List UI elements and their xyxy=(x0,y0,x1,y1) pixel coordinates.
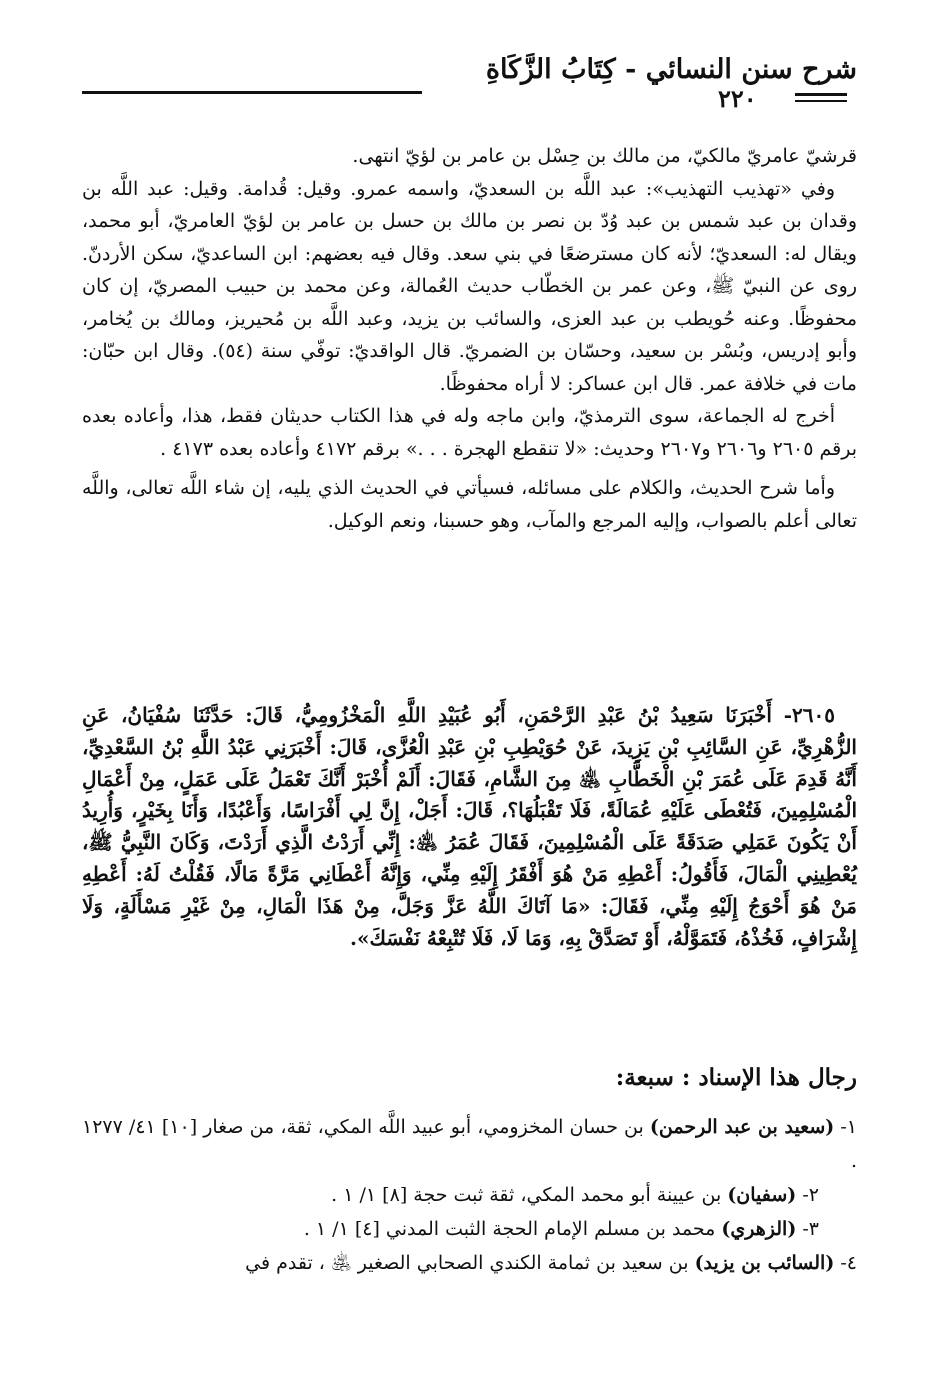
header-rule xyxy=(82,91,422,94)
narrator-details: بن عيينة أبو محمد المكي، ثقة ثبت حجة [٨] ١/ ١ . xyxy=(331,1184,728,1206)
section-heading: رجال هذا الإسناد : سبعة: xyxy=(615,1064,857,1091)
narrator-name: (سعيد بن عبد الرحمن) xyxy=(649,1116,835,1138)
commentary-text xyxy=(82,140,857,537)
narrator-name: (الزهري) xyxy=(721,1218,797,1240)
page-number-rule-bottom xyxy=(795,100,847,102)
narrator-details: بن سعيد بن ثمامة الكندي الصحابي الصغير ﵁ ، تقدم في xyxy=(245,1252,695,1274)
commentary-paragraph: وفي «تهذيب التهذيب»: عبد اللَّه بن السعديّ، واسمه عمرو. وقيل: قُدامة. وقيل: عبد اللَّه بن وقدان بن عبد شمس بن عبد وُدّ بن نصر بن مالك بن حسل بن عامر بن لؤيّ العامريّ، أبو محمد، ويقال له: السعديّ؛ لأنه كان مسترضعًا في بني سعد. وقال فيه بعضهم: ابن الساعديّ، سكن الأردنّ. روى عن النبيّ ﷺ، وعن عمر بن الخطّاب حديث العُمالة، وعن محمد بن حبيب المصريّ، إن كان محفوظًا. وعنه حُويطب بن عبد العزى، والسائب بن يزيد، وعبد اللَّه بن مُحيريز، ومالك بن يُخامر، وأبو إدريس، وبُسْر بن سعيد، وحسّان بن الضمريّ. قال الواقديّ: توفّي سنة (٥٤). وقال ابن حبّان: مات في خلافة عمر. قال ابن عساكر: لا أراه محفوظًا. xyxy=(82,177,857,395)
narrator-details: محمد بن مسلم الإمام الحجة الثبت المدني [٤] ١/ ١ . xyxy=(303,1218,722,1240)
running-header-title: شرح سنن النسائي - كِتَابُ الزَّكَاةِ xyxy=(485,54,857,85)
commentary-paragraph: وأما شرح الحديث، والكلام على مسائله، فسيأتي في الحديث الذي يليه، إن شاء اللَّه تعالى، واللَّه تعالى أعلم بالصواب، وإليه المرجع والمآب، وهو حسبنا، ونعم الوكيل. xyxy=(82,477,857,532)
narrator-details: بن حسان المخزومي، أبو عبيد اللَّه المكي، ثقة، من صغار [١٠] ٤١/ ١٢٧٧ . xyxy=(82,1116,857,1172)
narrator-number: ١- xyxy=(834,1116,858,1138)
narrator-number: ٤- xyxy=(834,1252,857,1274)
commentary-paragraph: أخرج له الجماعة، سوى الترمذيّ، وابن ماجه وله في هذا الكتاب حديثان فقط، هذا، وأعاده بعده برقم ٢٦٠٥ و٢٦٠٦ و٢٦٠٧ وحديث: «لا تنقطع الهجرة . . .» برقم ٤١٧٢ وأعاده بعده ٤١٧٣ . xyxy=(82,405,857,460)
narrator-item xyxy=(82,1246,857,1280)
page-number: ٢٢٠ xyxy=(718,84,757,113)
narrator-item xyxy=(82,1110,857,1178)
narrator-name: (سفيان) xyxy=(727,1184,797,1206)
commentary-paragraph: قرشيّ عامريّ مالكيّ، من مالك بن حِسْل بن عامر بن لؤيّ انتهى. xyxy=(352,145,857,167)
narrator-number: ٢- xyxy=(796,1184,819,1206)
narrator-item xyxy=(82,1212,857,1246)
narrator-name: (السائب بن يزيد) xyxy=(694,1252,835,1274)
page-number-rule-top xyxy=(795,93,847,96)
narrator-number: ٣- xyxy=(796,1218,819,1240)
hadith-paragraph: ٢٦٠٥- أَخْبَرَنَا سَعِيدُ بْنُ عَبْدِ الرَّحْمَنِ، أَبُو عُبَيْدِ اللَّهِ الْمَخْزُومِيُّ، قَالَ: حَدَّثَنَا سُفْيَانُ، عَنِ الزُّهْرِيِّ، عَنِ السَّائِبِ بْنِ يَزِيدَ، عَنْ حُوَيْطِبِ بْنِ عَبْدِ الْعُزَّى، قَالَ: أَخْبَرَنِي عَبْدُ اللَّهِ بْنُ السَّعْدِيِّ، أَنَّهُ قَدِمَ عَلَى عُمَرَ بْنِ الْخَطَّابِ ﵁ مِنَ الشَّامِ، فَقَالَ: أَلَمْ أُخْبَرْ أَنَّكَ تَعْمَلُ عَلَى عَمَلٍ، مِنْ أَعْمَالِ الْمُسْلِمِينَ، فَتُعْطَى عَلَيْهِ عُمَالَةً، فَلَا تَقْبَلُهَا؟، قَالَ: أَجَلْ، إِنَّ لِي أَفْرَاسًا، وَأَعْبُدًا، وَأَنَا بِخَيْرٍ، وَأُرِيدُ أَنْ يَكُونَ عَمَلِي صَدَقَةً عَلَى الْمُسْلِمِينَ، فَقَالَ عُمَرُ ﵁: إِنِّي أَرَدْتُ الَّذِي أَرَدْتَ، وَكَانَ النَّبِيُّ ﷺ، يُعْطِينِي الْمَالَ، فَأَقُولُ: أَعْطِهِ مَنْ هُوَ أَفْقَرُ إِلَيْهِ مِنِّي، وَإِنَّهُ أَعْطَانِي مَرَّةً مَالًا، فَقُلْتُ لَهُ: أَعْطِهِ مَنْ هُوَ أَحْوَجُ إِلَيْهِ مِنِّي، فَقَالَ: «مَا آتَاكَ اللَّهُ عَزَّ وَجَلَّ، مِنْ هَذَا الْمَالِ، مِنْ غَيْرِ مَسْأَلَةٍ، وَلَا إِشْرَافٍ، فَخُذْهُ، فَتَمَوَّلْهُ، أَوْ تَصَدَّقْ بِهِ، وَمَا لَا، فَلَا تُتْبِعْهُ نَفْسَكَ». xyxy=(82,703,857,950)
narrator-item xyxy=(82,1178,857,1212)
hadith-text xyxy=(82,700,857,954)
narrator-list xyxy=(82,1110,857,1280)
